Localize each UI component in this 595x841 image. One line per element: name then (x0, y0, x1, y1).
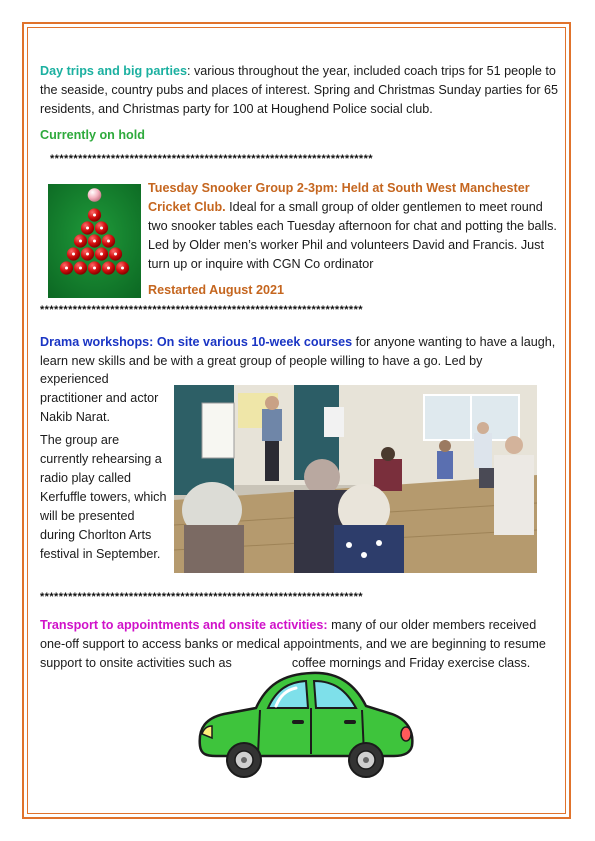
drama-side-text-1: experienced practitioner and actor Nakib Narat. (40, 372, 159, 424)
snooker-balls-image (48, 184, 141, 298)
drama-heading: Drama workshops: On site various 10-week courses (40, 335, 353, 349)
transport-body-a: many of our older members received one-off support to access banks or medical appointments, and we are beginning to resume support to onsite activities such as (40, 618, 546, 670)
drama-intro-paragraph (40, 333, 558, 371)
separator-2: ********************************************************************* (40, 304, 363, 316)
snooker-status: Restarted August 2021 (148, 283, 285, 297)
drama-intro: for anyone wanting to have a laugh, learn new skills and be with a great group of people willing to have a go. Led by (40, 335, 556, 368)
separator-1: ********************************************************************* (50, 153, 373, 165)
transport-body-b: coffee mornings and Friday exercise class. (291, 656, 531, 670)
snooker-heading: Tuesday Snooker Group 2-3pm: Held at South West Manchester Cricket Club. (148, 181, 530, 214)
drama-workshop-photo (174, 385, 537, 573)
day-trips-status: Currently on hold (40, 128, 145, 142)
snooker-paragraph (148, 179, 558, 274)
snooker-body: Ideal for a small group of older gentlemen to meet round two snooker tables each Tuesday afternoon for chat and potting the balls. Led by Older men’s worker Phil and volunteers David and Francis. Just turn up or inquire with CGN Co ordinator (148, 200, 557, 271)
day-trips-body: : various throughout the year, included coach trips for 51 people to the seaside, country pubs and places of interest. Spring and Christmas Sunday parties for 65 residents, and Christmas party for 100 at Houghend Police social club. (40, 64, 559, 116)
green-car-illustration (194, 668, 416, 781)
drama-side-text-2: The group are currently rehearsing a radio play called Kerfuffle towers, which will be presented during Chorlton Arts festival in September. (40, 433, 167, 561)
day-trips-paragraph (40, 62, 560, 119)
separator-3: ********************************************************************* (40, 591, 363, 603)
day-trips-heading: Day trips and big parties (40, 64, 187, 78)
transport-heading: Transport to appointments and onsite activities: (40, 618, 328, 632)
transport-paragraph (40, 616, 562, 673)
